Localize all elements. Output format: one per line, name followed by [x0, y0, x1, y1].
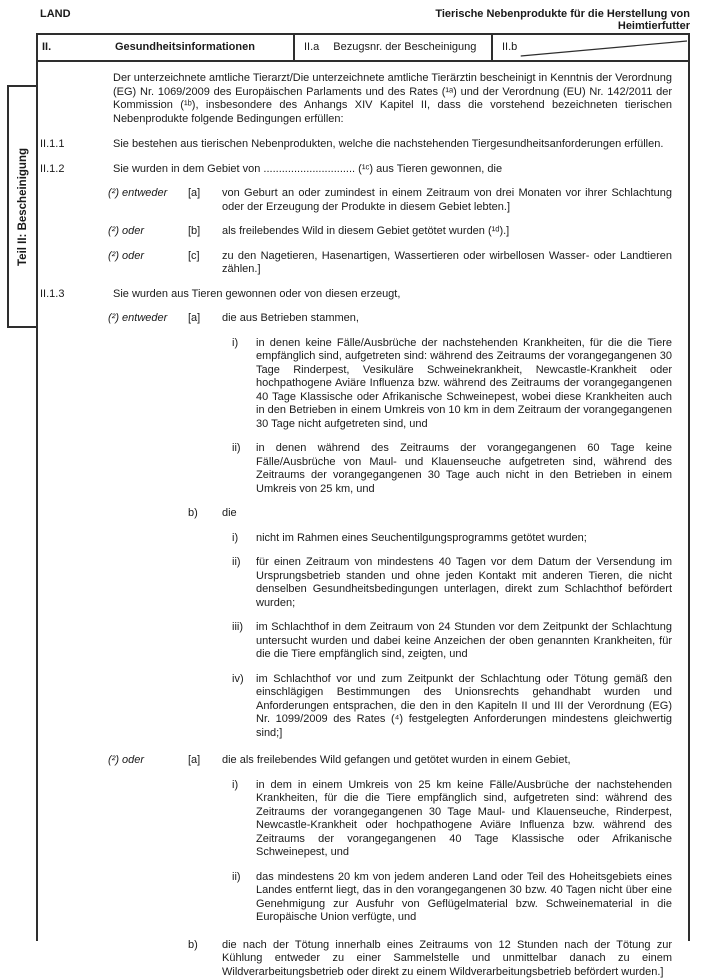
option-entweder-a2 — [40, 312, 672, 326]
option-text: zu den Nagetieren, Hasenartigen, Wassertieren oder wirbellosen Wasser- oder Landtieren zählen.] — [222, 250, 672, 277]
option-label: (²) oder — [108, 225, 188, 239]
cell-iia-number: II.a — [304, 41, 319, 55]
option-letter: [a] — [188, 312, 222, 326]
subclause-text: in denen keine Fälle/Ausbrüche der nachstehenden Krankheiten, für die die Tiere empfänglich sind, aufgetreten sind: während des Zeitraums der vorangegangenen 30 Tage Rinderpest, Vesikuläre Schweinekrankheit, Newcastle-Krankheit oder hochpathogene Aviäre Influenza bzw. während des Zeitraums der vorangegangenen 40 Tage Klassische oder Afrikanische Schweinepest, wobei diese Krankheiten auch in den Betrieben in einem Umkreis von 10 km in dem Zeitraum der vorangegangenen 30 Tage nicht aufgetreten sind, und — [256, 337, 672, 432]
option-text: die aus Betrieben stammen, — [222, 312, 672, 326]
subclause-i — [232, 337, 672, 432]
subclause-text: im Schlachthof in dem Zeitraum von 24 Stunden vor dem Zeitpunkt der Schlachtung untersucht wurden und dabei keine Anzeichen der oben genannten Krankheiten, für die die Tiere empfänglich sind, zeigten, und — [256, 621, 672, 662]
roman-marker: i) — [232, 779, 256, 860]
roman-marker: ii) — [232, 442, 256, 496]
clause-text-with-blank-field: Sie wurden in dem Gebiet von .............................. (¹ᶜ) aus Tieren gewonnen, die — [113, 163, 672, 177]
option-label: (²) oder — [108, 754, 188, 768]
clause-number: II.1.3 — [40, 288, 113, 302]
option-letter: [a] — [188, 187, 222, 214]
option-oder-a3 — [40, 754, 672, 768]
clause-II-1-2 — [40, 163, 672, 177]
clause-number: II.1.2 — [40, 163, 113, 177]
option-text: die als freilebendes Wild gefangen und getötet wurden in einem Gebiet, — [222, 754, 672, 768]
option-oder-c — [40, 250, 672, 277]
subclause-text: die — [222, 507, 672, 521]
roman-marker: i) — [232, 337, 256, 432]
subclause-text: in dem in einem Umkreis von 25 km keine Fälle/Ausbrüche der nachstehenden Krankheiten, für die die Tiere empfänglich sind, aufgetreten sind: während des Zeitraums der vorangegangenen 30 Tage Maul- und Klauenseuche, Rinderpest, Newcastle-Krankheit oder hochpathogene Aviäre Influenza bzw. während des Zeitraums der vorangegangenen 40 Tage Klassische oder Afrikanische Schweinepest, und — [256, 779, 672, 860]
part-ii-sidebar-label: Teil II: Bescheinigung — [15, 88, 31, 326]
roman-marker: ii) — [232, 556, 256, 610]
option-letter: [b] — [188, 225, 222, 239]
subclause-ii — [232, 442, 672, 496]
intro-paragraph: Der unterzeichnete amtliche Tierarzt/Die unterzeichnete amtliche Tierärztin bescheinigt in Kenntnis der Verordnung (EG) Nr. 1069/2009 des Europäischen Parlaments und des Rates (¹ᵃ) und der Verordnung (EU) Nr. 142/2011 der Kommission (¹ᵇ), insbesondere des Anhangs XIV Kapitel II, dass die vorstehend bezeichneten tierischen Nebenprodukte folgende Bedingungen erfüllen: — [113, 72, 672, 126]
certificate-table — [36, 33, 690, 941]
page-header — [0, 0, 704, 33]
subclause-b — [188, 507, 672, 521]
option-text: von Geburt an oder zumindest in einem Zeitraum von drei Monaten vor ihrer Schlachtung oder der Erzeugung der Produkte in diesem Gebiet lebten.] — [222, 187, 672, 214]
clause-II-1-1 — [40, 138, 672, 152]
subclause-text: die nach der Tötung innerhalb eines Zeitraums von 12 Stunden nach der Tötung zur Kühlung entweder zu einer Sammelstelle und unmittelbar danach zu einem Wildverarbeitungsbetrieb oder direkt zu einem Wildverarbeitungsbetrieb befördert wurden.] — [222, 939, 672, 979]
letter-marker: b) — [188, 939, 222, 979]
cell-iib-label: II.b — [502, 41, 517, 55]
option-letter: [a] — [188, 754, 222, 768]
option-letter: [c] — [188, 250, 222, 277]
cell-iia-label: Bezugsnr. der Bescheinigung — [333, 41, 476, 55]
letter-marker: b) — [188, 507, 222, 521]
subclause-wild-ii — [232, 871, 672, 925]
option-label: (²) entweder — [108, 312, 188, 326]
roman-marker: iii) — [232, 621, 256, 662]
subclause-text: das mindestens 20 km von jedem anderen Land oder Teil des Hoheitsgebiets eines Landes entfernt liegt, das in den vorangegangenen 30 bzw. 40 Tagen nicht über eine Genehmigung zur Ausfuhr von Geflügelmaterial bzw. Schweinematerial in die Europäische Union verfügte, und — [256, 871, 672, 925]
roman-marker: ii) — [232, 871, 256, 925]
option-oder-b — [40, 225, 672, 239]
subclause-text: im Schlachthof vor und zum Zeitpunkt der Schlachtung oder Tötung gemäß den einschlägigen Bestimmungen des Unionsrechts gehandhabt wurden und Anforderungen entsprachen, die den in den Kapiteln II und III der Verordnung (EG) Nr. 1099/2009 des Rates (⁴) festgelegten Anforderungen mindestens gleichwertig sind;] — [256, 673, 672, 741]
cell-iib — [493, 35, 688, 60]
document-title: Tierische Nebenprodukte für die Herstellung von Heimtierfutter — [370, 8, 690, 32]
clause-II-1-3 — [40, 288, 672, 302]
country-label: LAND — [40, 8, 71, 22]
part-ii-sidebar — [7, 85, 38, 328]
diagonal-strikethrough-line — [493, 35, 688, 60]
subclause-text: nicht im Rahmen eines Seuchentilgungsprogramms getötet wurden; — [256, 532, 672, 546]
clause-number: II.1.1 — [40, 138, 113, 152]
subclause-b-iv — [232, 673, 672, 741]
certificate-reference-cell — [295, 35, 493, 60]
section-title: Gesundheitsinformationen — [115, 41, 255, 55]
roman-marker: i) — [232, 532, 256, 546]
subclause-text: in denen während des Zeitraums der vorangegangenen 60 Tage keine Fälle/Ausbrüche von Maul- und Klauenseuche aufgetreten sind, während des Zeitraums der vorangegangenen 30 Tage auch nicht in den Betrieben in einem Umkreis von 25 km, und — [256, 442, 672, 496]
roman-marker: iv) — [232, 673, 256, 741]
certificate-header-row — [38, 35, 688, 62]
health-information-header-cell — [38, 35, 295, 60]
section-number: II. — [38, 41, 115, 55]
subclause-text: für einen Zeitraum von mindestens 40 Tagen vor dem Datum der Versendung im Ursprungsbetrieb standen und ohne jeden Kontakt mit anderen Tieren, die nicht denselben Gesundheitsbedingungen unterlagen, direkt zum Schlachthof befördert wurden; — [256, 556, 672, 610]
subclause-wild-i — [232, 779, 672, 860]
subclause-b-ii — [232, 556, 672, 610]
certificate-body — [38, 62, 688, 979]
clause-text: Sie wurden aus Tieren gewonnen oder von diesen erzeugt, — [113, 288, 672, 302]
subclause-b-iii — [232, 621, 672, 662]
option-label: (²) entweder — [108, 187, 188, 214]
option-text: als freilebendes Wild in diesem Gebiet getötet wurden (¹ᵈ).] — [222, 225, 672, 239]
option-entweder-a — [40, 187, 672, 214]
subclause-wild-b — [188, 939, 672, 979]
option-label: (²) oder — [108, 250, 188, 277]
subclause-b-i — [232, 532, 672, 546]
clause-text: Sie bestehen aus tierischen Nebenprodukten, welche die nachstehenden Tiergesundheitsanforderungen erfüllen. — [113, 138, 672, 152]
